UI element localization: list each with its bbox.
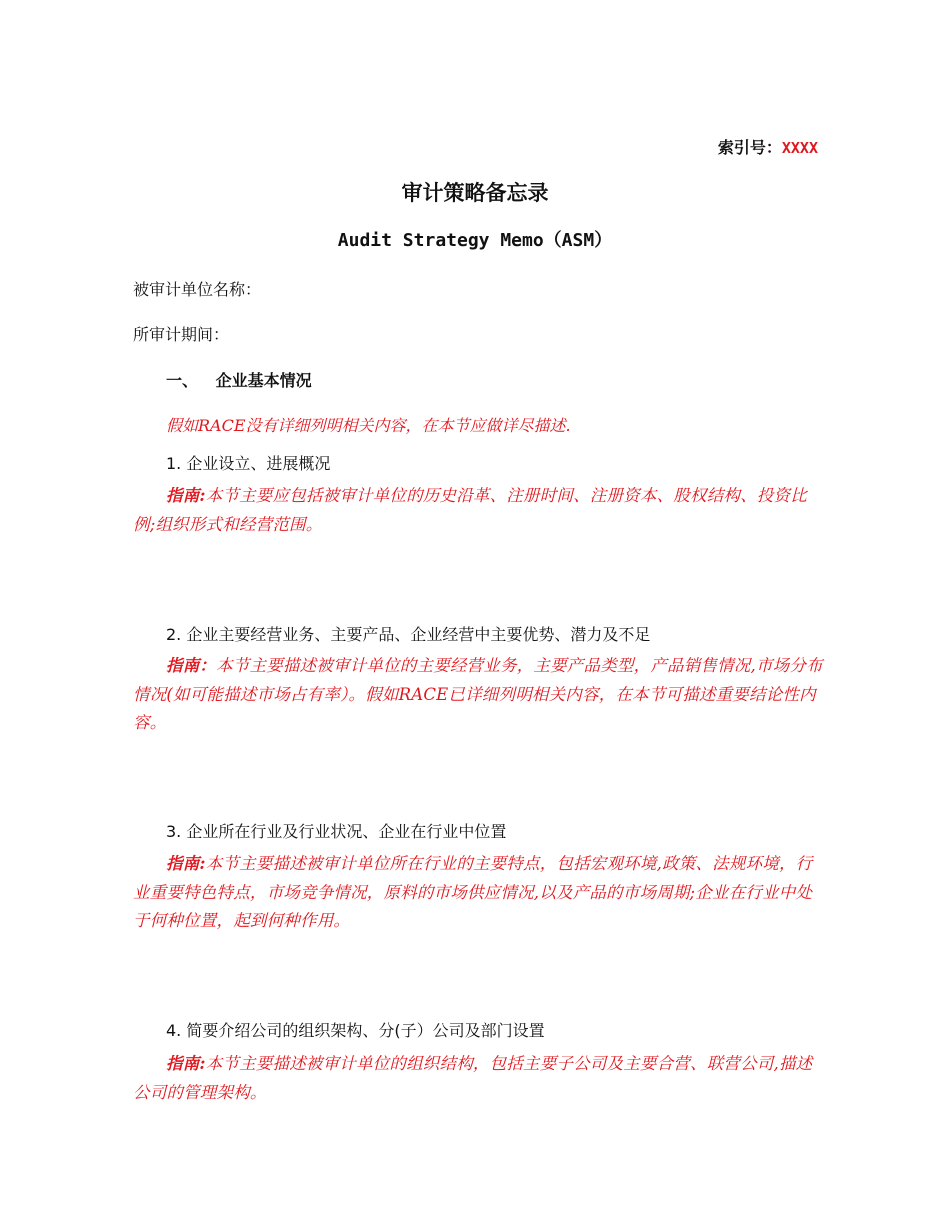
item-heading: 2. 企业主要经营业务、主要产品、企业经营中主要优势、潜力及不足 [166,625,651,644]
item-guide [133,652,823,738]
guide-label: 指南： [166,656,217,675]
guide-label: 指南: [166,1054,206,1073]
item-heading: 1. 企业设立、进展概况 [166,454,331,473]
item-guide [133,482,823,539]
index-value: XXXX [781,139,818,157]
item-guide [133,850,823,936]
guide-text: 本节主要描述被审计单位的组织结构，包括主要子公司及主要合营、联营公司,描述公司的管理架构。 [133,1054,813,1102]
guide-text: 本节主要应包括被审计单位的历史沿革、注册时间、注册资本、股权结构、投资比例;组织形式和经营范围。 [133,486,807,534]
item-heading: 3. 企业所在行业及行业状况、企业在行业中位置 [166,822,507,841]
guide-label: 指南: [166,854,206,873]
section-title: 企业基本情况 [215,371,312,390]
document-subtitle: Audit Strategy Memo（ASM） [337,230,613,251]
entity-name-field: 被审计单位名称： [133,280,262,299]
guide-label: 指南: [166,486,206,505]
index-number [718,135,818,158]
guide-text: 本节主要描述被审计单位的主要经营业务，主要产品类型，产品销售情况,市场分布情况(如可能描述市场占有率）。假如RACE已详细列明相关内容，在本节可描述重要结论性内容。 [133,656,823,732]
item-guide [133,1050,823,1107]
document-title: 审计策略备忘录 [401,181,549,205]
section-note: 假如RACE没有详细列明相关内容，在本节应做详尽描述. [166,416,571,435]
guide-text: 本节主要描述被审计单位所在行业的主要特点，包括宏观环境,政策、法规环境，行业重要特色特点，市场竞争情况，原料的市场供应情况,以及产品的市场周期;企业在行业中处于何种位置，起到何种作用。 [133,854,813,930]
item-heading: 4. 简要介绍公司的组织架构、分(子）公司及部门设置 [166,1021,545,1040]
section-heading [166,368,312,391]
index-label: 索引号： [717,138,782,157]
section-number: 一、 [166,371,199,390]
audit-period-field: 所审计期间： [133,325,230,344]
